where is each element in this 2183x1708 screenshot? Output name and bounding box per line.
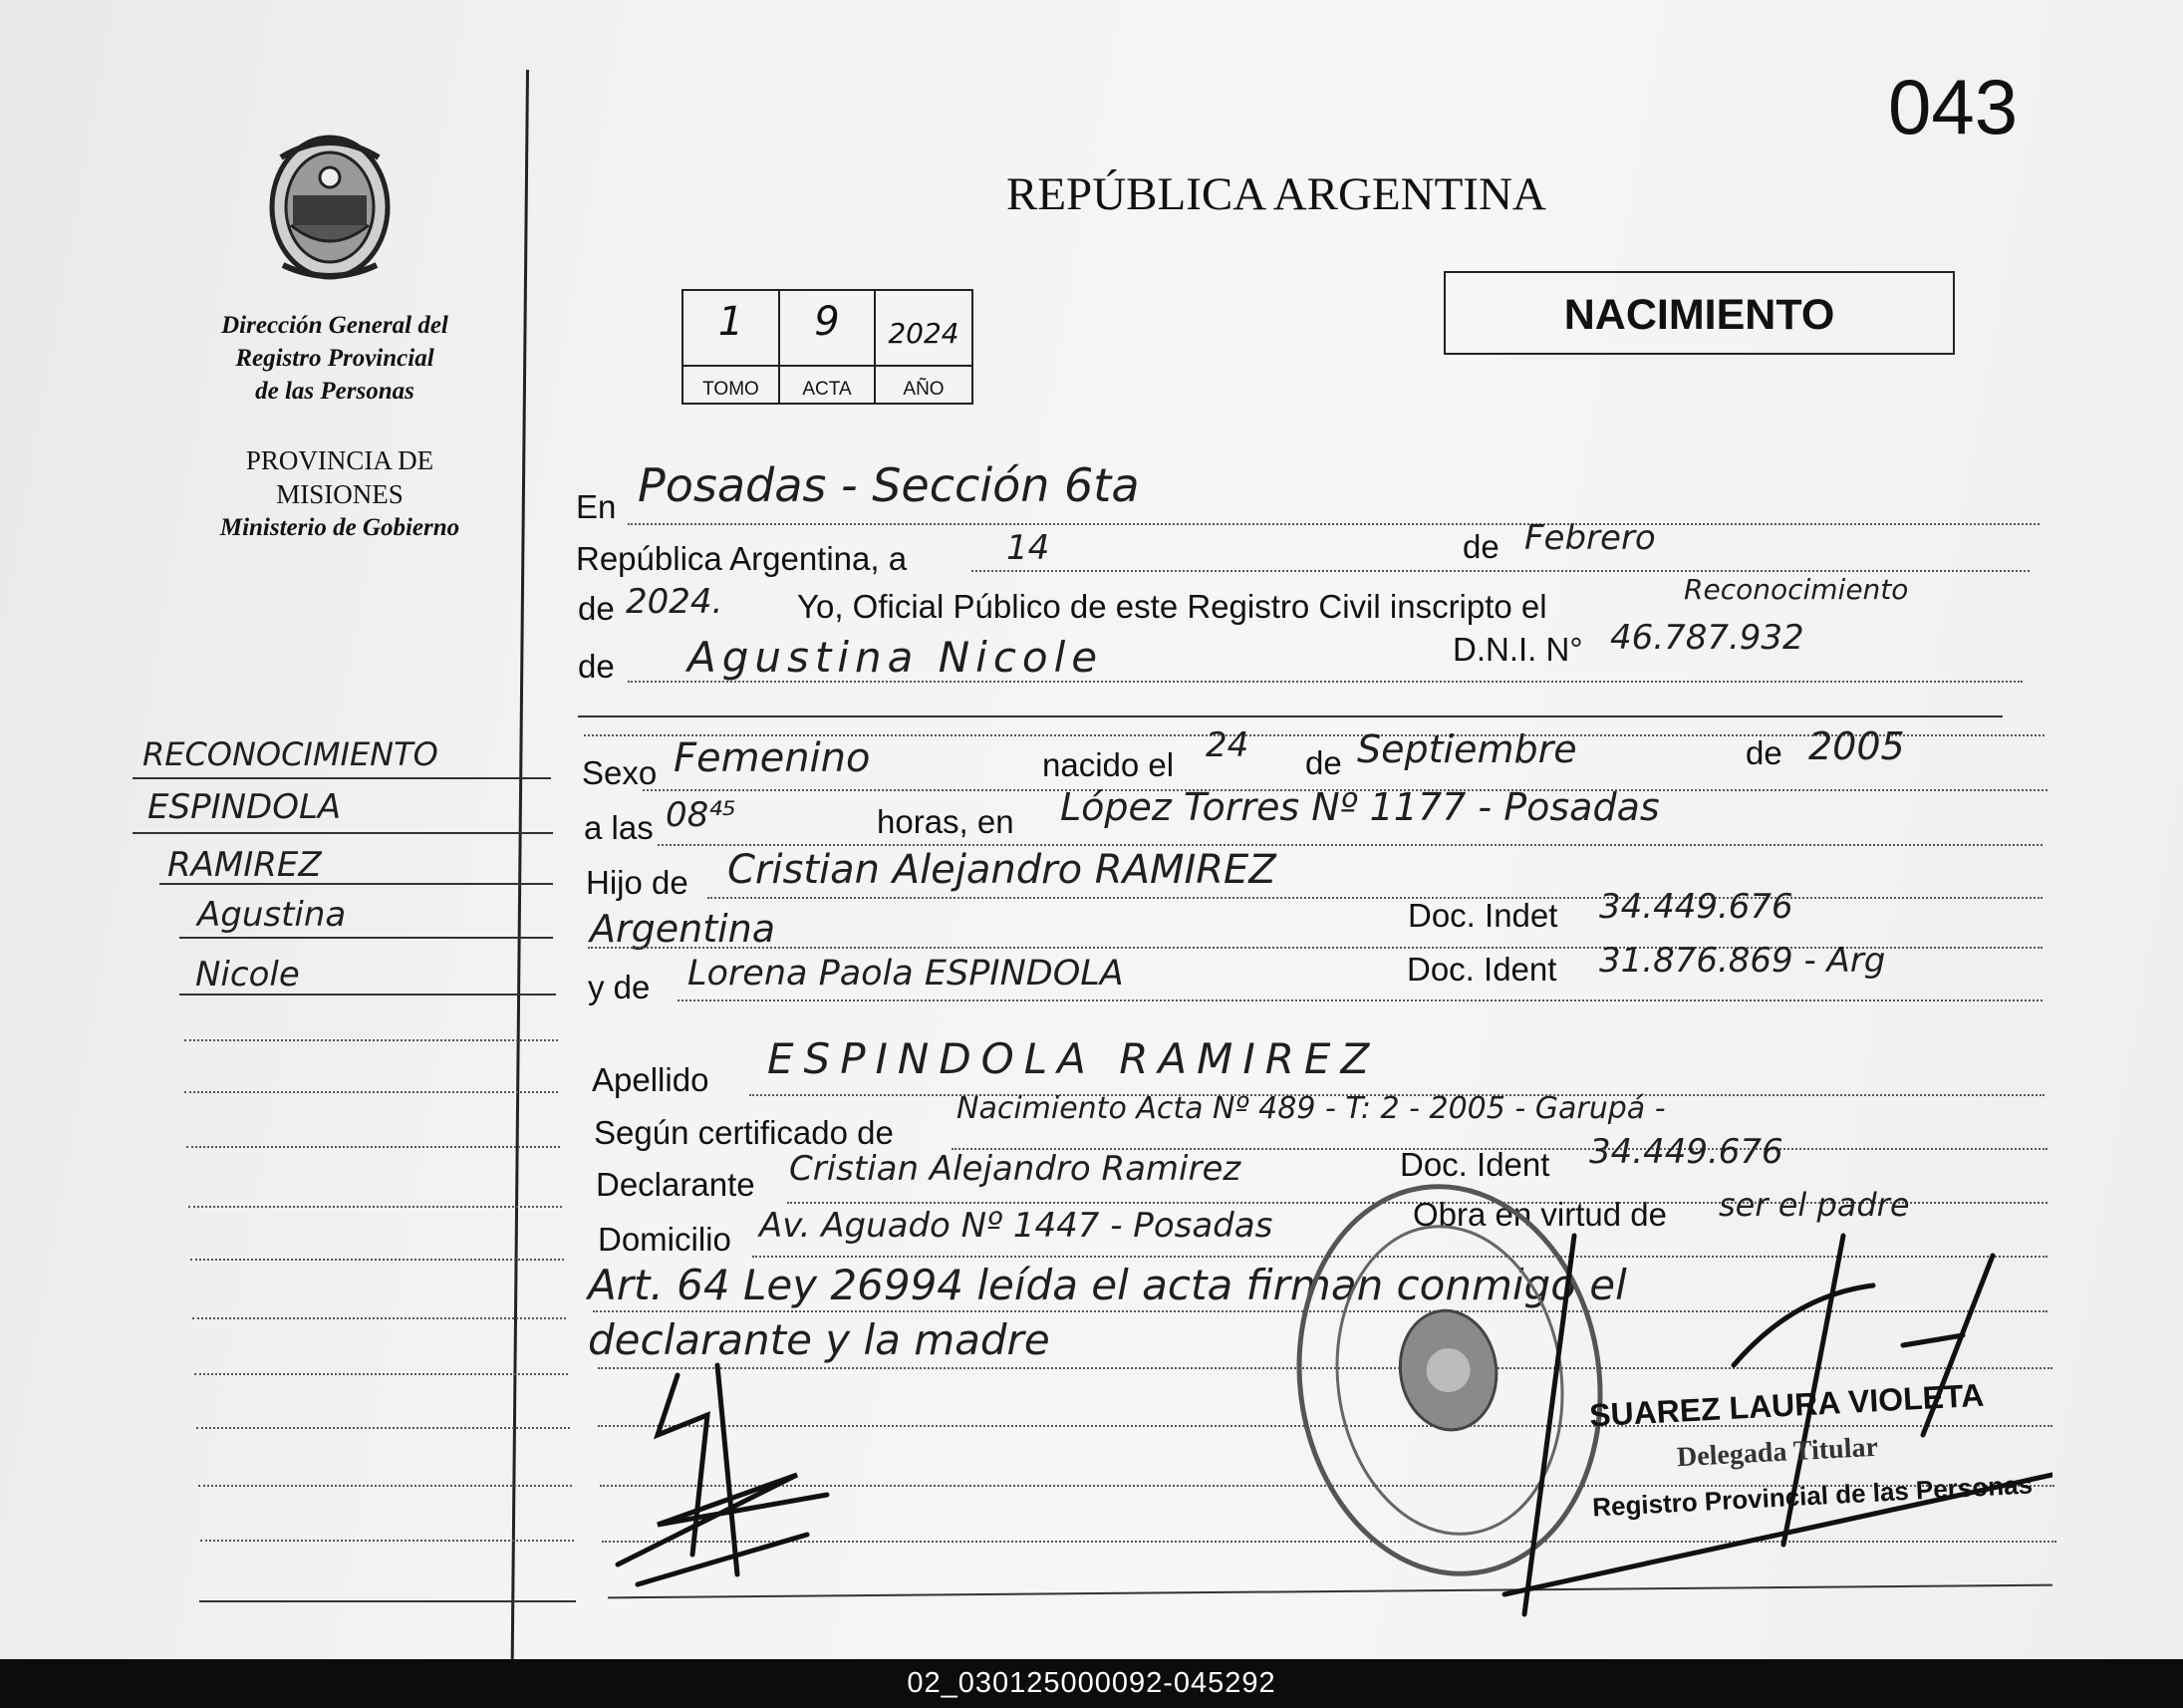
- acta-value: 9: [814, 299, 840, 345]
- mother-name-value: Lorena Paola ESPINDOLA: [687, 954, 1124, 994]
- margin-dotted-line: [196, 1427, 570, 1429]
- tomo-label: TOMO: [702, 379, 759, 400]
- notes-line-2: declarante y la madre: [588, 1315, 1050, 1364]
- margin-note-1: RECONOCIMIENTO: [142, 735, 438, 773]
- margin-underline: [159, 883, 553, 885]
- label-y-de: y de: [588, 969, 651, 1005]
- person-name: Agustina Nicole: [687, 633, 1104, 682]
- label-segun: Según certificado de: [594, 1114, 894, 1151]
- certificate-ref-value: Nacimiento Acta Nº 489 - T: 2 - 2005 - Garupá -: [956, 1091, 1666, 1126]
- dotted-line: [678, 999, 2043, 1001]
- notes-line-1: Art. 64 Ley 26994 leída el acta firman conmigo el: [588, 1261, 1627, 1309]
- inscription-value: Reconocimiento: [1684, 573, 1909, 606]
- margin-dotted-line: [194, 1373, 568, 1375]
- province-block: [195, 443, 484, 545]
- scan-footer-bar: [0, 1659, 2183, 1708]
- official-signature: [1495, 1216, 2052, 1634]
- label-hijo-de: Hijo de: [586, 864, 688, 901]
- left-margin-rule: [511, 70, 529, 1659]
- issuer-name: [199, 309, 470, 408]
- label-republica: República Argentina, a: [576, 540, 908, 577]
- acta-cell: [778, 289, 876, 405]
- label-apellido: Apellido: [592, 1061, 709, 1098]
- label-official: Yo, Oficial Público de este Registro Civil inscripto el: [797, 588, 1547, 625]
- declarant-value: Cristian Alejandro Ramirez: [789, 1149, 1241, 1189]
- label-de-year: de: [578, 590, 615, 627]
- margin-dotted-line: [192, 1317, 566, 1319]
- sex-value: Femenino: [674, 735, 871, 781]
- birth-place-value: López Torres Nº 1177 - Posadas: [1060, 785, 1660, 829]
- label-doc-indet: Doc. Indet: [1408, 897, 1558, 934]
- label-en: En: [576, 488, 617, 525]
- tomo-cell: [682, 289, 780, 405]
- father-nationality-value: Argentina: [590, 907, 776, 951]
- mother-doc-value: 31.876.869 - Arg: [1599, 941, 1886, 981]
- dotted-line: [707, 897, 2043, 899]
- obra-value: ser el padre: [1719, 1186, 1910, 1224]
- signatory-office: Registro Provincial de las Personas: [1591, 1469, 2034, 1523]
- birth-day-value: 24: [1206, 725, 1249, 765]
- ano-label: AÑO: [903, 379, 945, 400]
- margin-note-5: Nicole: [195, 955, 300, 995]
- margin-underline: [179, 937, 553, 939]
- label-sexo: Sexo: [582, 754, 658, 791]
- label-horas: horas, en: [877, 803, 1014, 840]
- scan-id: 02_030125000092-045292: [907, 1667, 1276, 1699]
- page-number: 043: [1888, 63, 2019, 150]
- ministry-label: Ministerio de Gobierno: [219, 514, 460, 541]
- margin-underline: [133, 777, 551, 779]
- margin-note-4: Agustina: [197, 895, 347, 935]
- father-doc-value: 34.449.676: [1599, 887, 1793, 927]
- witness-signature: [598, 1355, 857, 1594]
- surname-value: ESPINDOLA RAMIREZ: [767, 1034, 1380, 1083]
- margin-dotted-line: [184, 1091, 558, 1093]
- country-heading: REPÚBLICA ARGENTINA: [1006, 168, 1546, 220]
- dotted-line: [971, 570, 2030, 572]
- address-value: Av. Aguado Nº 1447 - Posadas: [759, 1206, 1273, 1246]
- underline: [578, 715, 2003, 717]
- birth-year-value: 2005: [1808, 724, 1905, 768]
- ano-value: 2024: [888, 317, 959, 350]
- label-declarante: Declarante: [596, 1166, 755, 1203]
- father-name-value: Cristian Alejandro RAMIREZ: [727, 847, 1276, 893]
- label-obra: Obra en virtud de: [1413, 1196, 1667, 1233]
- margin-underline: [179, 994, 556, 996]
- label-nacido: nacido el: [1042, 746, 1175, 783]
- margin-dotted-line: [198, 1485, 572, 1487]
- birth-time-value: 08⁴⁵: [666, 795, 736, 835]
- label-domicilio: Domicilio: [598, 1221, 731, 1258]
- province-line-2: MISIONES: [276, 479, 404, 509]
- tomo-value: 1: [717, 299, 744, 345]
- issuer-line-2: Registro Provincial: [235, 345, 434, 372]
- label-a-las: a las: [584, 809, 654, 846]
- dotted-line: [658, 844, 2043, 846]
- province-line-1: PROVINCIA DE: [245, 445, 434, 475]
- signatory-name: SUAREZ LAURA VIOLETA: [1588, 1376, 1986, 1434]
- label-de-name: de: [578, 648, 615, 685]
- declarant-doc-value: 34.449.676: [1589, 1132, 1783, 1172]
- record-type-label: NACIMIENTO: [1563, 291, 1835, 339]
- margin-note-2: ESPINDOLA: [147, 787, 342, 827]
- margin-dotted-line: [188, 1206, 562, 1208]
- margin-dotted-line: [186, 1146, 560, 1148]
- margin-bottom-rule: [199, 1600, 576, 1602]
- margin-dotted-line: [200, 1540, 574, 1542]
- place-value: Posadas - Sección 6ta: [638, 458, 1140, 512]
- year-value: 2024.: [626, 582, 723, 622]
- birth-month-value: Septiembre: [1357, 727, 1577, 771]
- dotted-line: [628, 681, 2023, 683]
- label-de: de: [1463, 528, 1500, 565]
- dotted-line: [628, 523, 2040, 525]
- label-de-3: de: [1746, 734, 1782, 771]
- margin-note-3: RAMIREZ: [167, 845, 322, 885]
- margin-underline: [133, 832, 553, 834]
- margin-dotted-line: [190, 1259, 564, 1261]
- record-type-box: [1444, 271, 1955, 355]
- dni-value: 46.787.932: [1610, 618, 1804, 658]
- ano-cell: [874, 289, 973, 405]
- label-de-2: de: [1305, 744, 1342, 781]
- signatory-title: Delegada Titular: [1676, 1431, 1879, 1474]
- month-value: Febrero: [1524, 518, 1656, 558]
- provincial-seal-emblem: [261, 128, 399, 287]
- label-doc-ident: Doc. Ident: [1407, 951, 1557, 988]
- acta-label: ACTA: [802, 379, 852, 400]
- label-dni: D.N.I. N°: [1453, 631, 1583, 668]
- issuer-line-1: Dirección General del: [221, 312, 448, 339]
- margin-dotted-line: [184, 1039, 558, 1041]
- day-value: 14: [1006, 528, 1050, 568]
- label-doc-ident-2: Doc. Ident: [1400, 1146, 1550, 1183]
- issuer-line-3: de las Personas: [255, 378, 414, 405]
